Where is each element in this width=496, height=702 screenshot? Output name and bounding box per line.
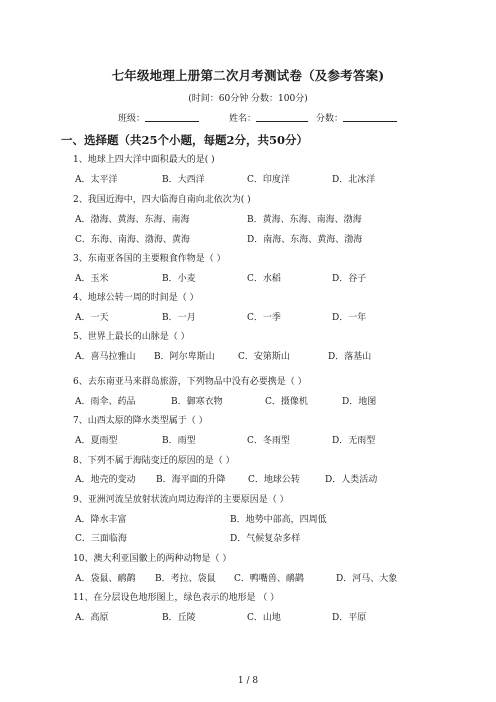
option: A．喜马拉雅山 <box>75 352 136 362</box>
option: D．一年 <box>332 313 367 323</box>
option: A．地壳的变动 <box>75 475 136 485</box>
question-stem: 11、在分层设色地形图上，绿色表示的地形是 （ ） <box>73 593 280 603</box>
question-stem: 10、澳大利亚国徽上的两种动物是（ ） <box>73 554 232 564</box>
option: B．一月 <box>162 313 196 323</box>
option: C．地球公转 <box>248 475 300 485</box>
question-stem: 8、下列不属于海陆变迁的原因的是（ ） <box>73 456 235 466</box>
option: B．丘陵 <box>162 613 196 623</box>
option: B．阿尔卑斯山 <box>154 352 215 362</box>
option: D．南海、东海、黄海、渤海 <box>247 235 363 245</box>
option: A．袋鼠、鸸鹋 <box>75 574 136 584</box>
option: D．谷子 <box>332 274 367 284</box>
exam-time-score: (时间：60分钟 分数：100分) <box>188 94 308 104</box>
option: C．安第斯山 <box>238 352 290 362</box>
option: A．夏雨型 <box>75 436 118 446</box>
name-field[interactable] <box>229 111 308 124</box>
option: B．御寒衣物 <box>171 397 223 407</box>
option: B．雨型 <box>162 436 196 446</box>
question-stem: 9、亚洲河流呈放射状流向周边海洋的主要原因是（ ） <box>73 495 289 505</box>
question-stem: 7、山西太原的降水类型属于（ ） <box>73 416 208 426</box>
class-field[interactable] <box>118 111 199 124</box>
option: D．落基山 <box>328 352 372 362</box>
section-heading: 一、选择题（共25个小题，每题2分，共50分） <box>61 133 309 147</box>
option: C．一季 <box>247 313 281 323</box>
question-stem: 1、地球上四大洋中面积最大的是( ) <box>73 155 215 165</box>
option: C．东海、南海、渤海、黄海 <box>75 235 190 245</box>
option: C．鸭嘴兽、鸸鹋 <box>234 574 304 584</box>
option: D．地图 <box>342 397 377 407</box>
question-stem: 3、东南亚各国的主要粮食作物是（ ） <box>73 254 226 264</box>
option: B．黄海、东海、南海、渤海 <box>247 215 362 225</box>
option: A．太平洋 <box>75 175 118 185</box>
question-stem: 4、地球公转一周的时间是（ ） <box>73 293 199 303</box>
score-blank[interactable] <box>343 121 397 122</box>
class-label: 班级： <box>118 114 146 124</box>
name-blank[interactable] <box>256 121 308 122</box>
score-field[interactable] <box>316 111 397 124</box>
score-label: 分数： <box>316 114 344 124</box>
option: C．印度洋 <box>247 175 290 185</box>
option: A．降水丰富 <box>75 515 127 525</box>
option: B．大西洋 <box>162 175 205 185</box>
option: A．玉米 <box>75 274 109 284</box>
option: B．海平面的升降 <box>156 475 226 485</box>
option: D．北冰洋 <box>332 175 376 185</box>
option: B．地势中部高，四周低 <box>230 515 327 525</box>
page-title: 七年级地理上册第二次月考测试卷（及参考答案) <box>111 68 385 83</box>
option: B．考拉、袋鼠 <box>155 574 216 584</box>
option: C．水稻 <box>247 274 281 284</box>
option: D．人类活动 <box>325 475 378 485</box>
class-blank[interactable] <box>145 121 199 122</box>
option: A．一天 <box>75 313 109 323</box>
option: D．河马、大象 <box>336 574 398 584</box>
option: A．雨伞、药品 <box>75 397 136 407</box>
question-stem: 6、去东南亚马来群岛旅游，下列物品中没有必要携是（ ） <box>73 377 307 387</box>
page-number: 1 / 8 <box>237 676 259 686</box>
name-label: 姓名： <box>229 114 257 124</box>
option: D．气候复杂多样 <box>230 534 301 544</box>
option: B．小麦 <box>162 274 196 284</box>
question-stem: 2、我国近海中，四大临海自南向北依次为( ) <box>73 195 251 205</box>
question-stem: 5、世界上最长的山脉是（ ） <box>73 332 190 342</box>
option: C．山地 <box>247 613 281 623</box>
option: D．无雨型 <box>332 436 376 446</box>
option: D．平原 <box>332 613 367 623</box>
option: C．三面临海 <box>75 534 127 544</box>
option: C．摄像机 <box>265 397 308 407</box>
option: A．高原 <box>75 613 109 623</box>
option: A．渤海、黄海、东海、南海 <box>75 215 190 225</box>
option: C．冬雨型 <box>247 436 290 446</box>
